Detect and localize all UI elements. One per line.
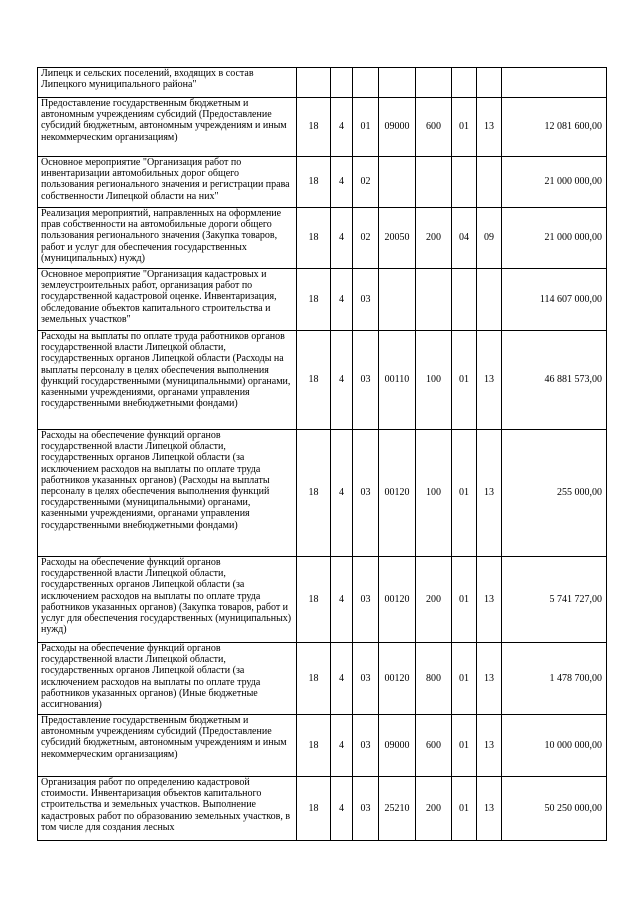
program-code-cell: 18	[297, 557, 331, 643]
subprogram-code-cell: 4	[331, 430, 353, 557]
main-activity-code-cell: 03	[353, 643, 379, 715]
program-code-cell: 18	[297, 269, 331, 331]
subprogram-code-cell: 4	[331, 98, 353, 157]
section-code-cell	[452, 157, 477, 208]
program-description-cell: Расходы на обеспечение функций органов государственной власти Липецкой области, государственных органов Липецкой области (за исключением расходов на выплаты по оплате труда работников указанных органов) (Иные бюджетные ассигнования)	[38, 643, 297, 715]
table-row	[38, 331, 607, 430]
subprogram-code-cell: 4	[331, 777, 353, 841]
amount-cell: 10 000 000,00	[502, 715, 607, 777]
program-code-cell: 18	[297, 715, 331, 777]
expense-type-cell: 800	[416, 643, 452, 715]
direction-code-cell: 00120	[379, 643, 416, 715]
section-code-cell: 01	[452, 715, 477, 777]
direction-code-cell	[379, 157, 416, 208]
expense-type-cell: 600	[416, 98, 452, 157]
section-code-cell: 01	[452, 777, 477, 841]
table-row	[38, 557, 607, 643]
program-description-cell: Липецк и сельских поселений, входящих в состав Липецкого муниципального района"	[38, 68, 297, 98]
program-code-cell: 18	[297, 777, 331, 841]
subsection-code-cell: 13	[477, 331, 502, 430]
program-description-cell: Основное мероприятие "Организация работ по инвентаризации автомобильных дорог общего пользования регионального значения и регистрации права собственности Липецкой области на них"	[38, 157, 297, 208]
subsection-code-cell: 09	[477, 208, 502, 269]
expense-type-cell	[416, 269, 452, 331]
expense-type-cell: 200	[416, 557, 452, 643]
direction-code-cell: 00120	[379, 557, 416, 643]
direction-code-cell: 20050	[379, 208, 416, 269]
section-code-cell: 01	[452, 430, 477, 557]
subprogram-code-cell: 4	[331, 269, 353, 331]
amount-cell: 5 741 727,00	[502, 557, 607, 643]
budget-table	[37, 67, 607, 841]
program-description-cell: Основное мероприятие "Организация кадастровых и землеустроительных работ, организация работ по государственной кадастровой оценке. Инвентаризация, обследование объектов капитального строительства и земельных участков"	[38, 269, 297, 331]
subsection-code-cell: 13	[477, 430, 502, 557]
section-code-cell	[452, 68, 477, 98]
program-description-cell: Реализация мероприятий, направленных на оформление прав собственности на автомобильные дороги общего пользования регионального значения (Закупка товаров, работ и услуг для обеспечения государственных (муниципальных) нужд)	[38, 208, 297, 269]
direction-code-cell: 09000	[379, 98, 416, 157]
main-activity-code-cell: 03	[353, 331, 379, 430]
table-row	[38, 68, 607, 98]
expense-type-cell: 100	[416, 430, 452, 557]
section-code-cell	[452, 269, 477, 331]
main-activity-code-cell	[353, 68, 379, 98]
subsection-code-cell: 13	[477, 98, 502, 157]
main-activity-code-cell: 03	[353, 777, 379, 841]
direction-code-cell: 00110	[379, 331, 416, 430]
section-code-cell: 04	[452, 208, 477, 269]
table-row	[38, 157, 607, 208]
subsection-code-cell	[477, 157, 502, 208]
program-description-cell: Расходы на обеспечение функций органов государственной власти Липецкой области, государственных органов Липецкой области (за исключением расходов на выплаты по оплате труда работников указанных органов) (Расходы на выплаты персоналу в целях обеспечения выполнения функций государственными (муниципальными) органами, казенными учреждениями, органами управления государственными внебюджетными фондами)	[38, 430, 297, 557]
direction-code-cell	[379, 269, 416, 331]
amount-cell: 114 607 000,00	[502, 269, 607, 331]
program-description-cell: Расходы на обеспечение функций органов государственной власти Липецкой области, государственных органов Липецкой области (за исключением расходов на выплаты по оплате труда работников указанных органов) (Закупка товаров, работ и услуг для обеспечения государственных (муниципальных) нужд)	[38, 557, 297, 643]
amount-cell: 255 000,00	[502, 430, 607, 557]
amount-cell: 46 881 573,00	[502, 331, 607, 430]
amount-cell: 21 000 000,00	[502, 208, 607, 269]
section-code-cell: 01	[452, 557, 477, 643]
program-code-cell	[297, 68, 331, 98]
subsection-code-cell: 13	[477, 777, 502, 841]
subprogram-code-cell: 4	[331, 557, 353, 643]
direction-code-cell	[379, 68, 416, 98]
main-activity-code-cell: 03	[353, 557, 379, 643]
program-code-cell: 18	[297, 643, 331, 715]
subsection-code-cell: 13	[477, 715, 502, 777]
expense-type-cell: 200	[416, 777, 452, 841]
amount-cell: 50 250 000,00	[502, 777, 607, 841]
amount-cell: 1 478 700,00	[502, 643, 607, 715]
expense-type-cell	[416, 68, 452, 98]
table-row	[38, 98, 607, 157]
program-code-cell: 18	[297, 430, 331, 557]
subprogram-code-cell	[331, 68, 353, 98]
amount-cell: 12 081 600,00	[502, 98, 607, 157]
program-description-cell: Предоставление государственным бюджетным и автономным учреждениям субсидий (Предоставление субсидий бюджетным, автономным учреждениям и иным некоммерческим организациям)	[38, 98, 297, 157]
subsection-code-cell: 13	[477, 557, 502, 643]
table-row	[38, 715, 607, 777]
direction-code-cell: 09000	[379, 715, 416, 777]
program-description-cell: Расходы на выплаты по оплате труда работников органов государственной власти Липецкой области, государственных органов Липецкой области (Расходы на выплаты персоналу в целях обеспечения выполнения функций государственными (муниципальными) органами, казенными учреждениями, органами управления государственными внебюджетными фондами)	[38, 331, 297, 430]
subprogram-code-cell: 4	[331, 331, 353, 430]
expense-type-cell	[416, 157, 452, 208]
program-description-cell: Предоставление государственным бюджетным и автономным учреждениям субсидий (Предоставление субсидий бюджетным, автономным учреждениям и иным некоммерческим организациям)	[38, 715, 297, 777]
direction-code-cell: 25210	[379, 777, 416, 841]
subprogram-code-cell: 4	[331, 715, 353, 777]
subprogram-code-cell: 4	[331, 643, 353, 715]
subprogram-code-cell: 4	[331, 157, 353, 208]
section-code-cell: 01	[452, 331, 477, 430]
subsection-code-cell	[477, 68, 502, 98]
amount-cell: 21 000 000,00	[502, 157, 607, 208]
subsection-code-cell	[477, 269, 502, 331]
program-code-cell: 18	[297, 208, 331, 269]
main-activity-code-cell: 03	[353, 430, 379, 557]
expense-type-cell: 600	[416, 715, 452, 777]
main-activity-code-cell: 03	[353, 269, 379, 331]
section-code-cell: 01	[452, 98, 477, 157]
main-activity-code-cell: 02	[353, 208, 379, 269]
section-code-cell: 01	[452, 643, 477, 715]
program-code-cell: 18	[297, 331, 331, 430]
program-description-cell: Организация работ по определению кадастровой стоимости. Инвентаризация объектов капитального строительства и земельных участков. Выполнение кадастровых работ по образованию земельных участков, в том числе для создания лесных	[38, 777, 297, 841]
table-row	[38, 643, 607, 715]
main-activity-code-cell: 01	[353, 98, 379, 157]
table-row	[38, 269, 607, 331]
amount-cell	[502, 68, 607, 98]
program-code-cell: 18	[297, 157, 331, 208]
table-body	[38, 68, 607, 841]
expense-type-cell: 200	[416, 208, 452, 269]
expense-type-cell: 100	[416, 331, 452, 430]
program-code-cell: 18	[297, 98, 331, 157]
subsection-code-cell: 13	[477, 643, 502, 715]
table-row	[38, 777, 607, 841]
subprogram-code-cell: 4	[331, 208, 353, 269]
table-row	[38, 208, 607, 269]
main-activity-code-cell: 03	[353, 715, 379, 777]
table-row	[38, 430, 607, 557]
main-activity-code-cell: 02	[353, 157, 379, 208]
direction-code-cell: 00120	[379, 430, 416, 557]
